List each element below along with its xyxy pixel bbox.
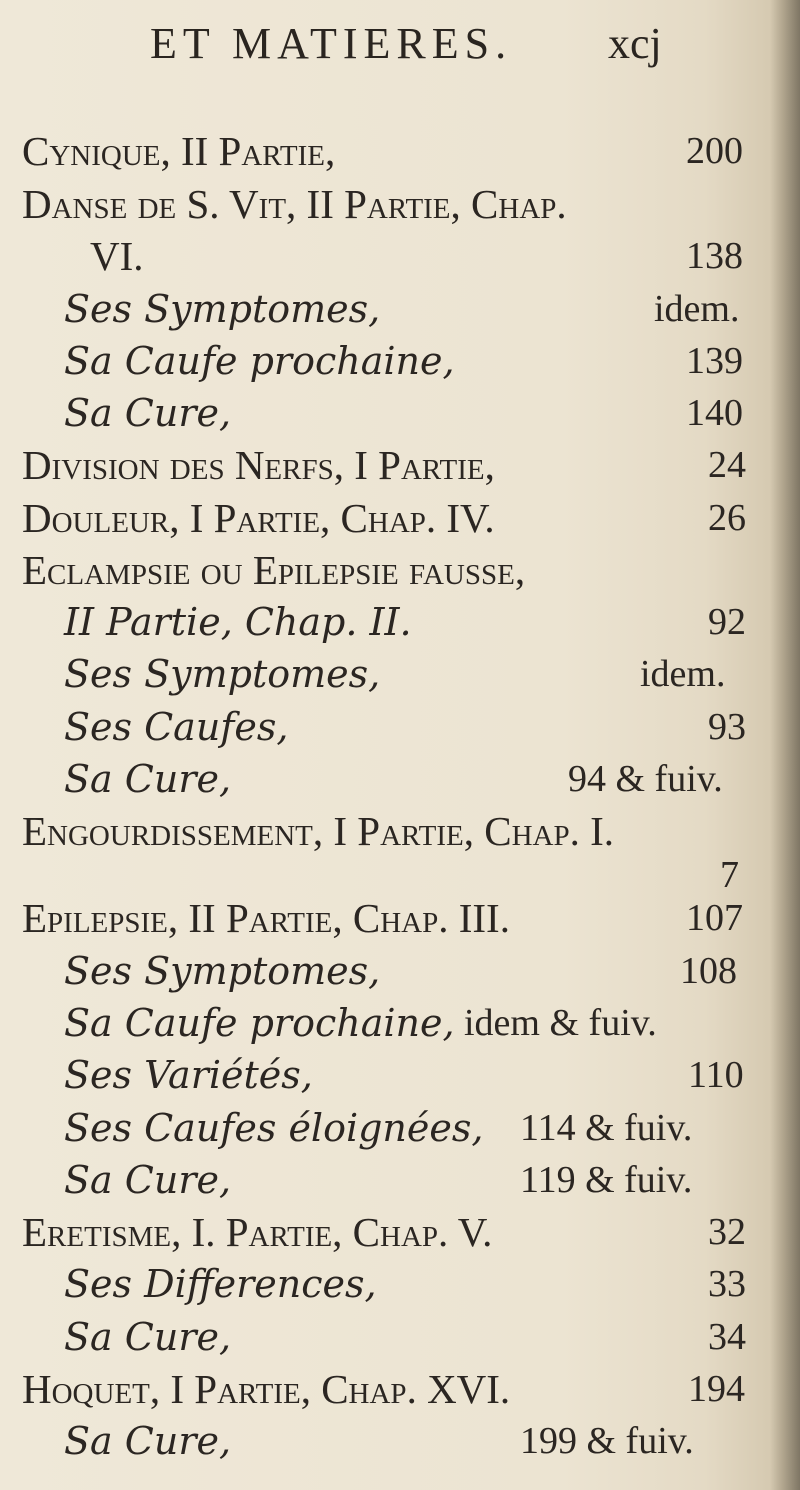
entry-page: 94 & fuiv. xyxy=(568,758,723,800)
entry-page: 200 xyxy=(686,130,743,172)
entry-page: 199 & fuiv. xyxy=(520,1420,694,1462)
index-entry xyxy=(0,495,775,541)
running-header: ET MATIERES. xyxy=(150,19,513,68)
entry-text: Ses Symptomes, xyxy=(64,287,381,331)
index-entry xyxy=(0,756,775,802)
entry-text: Sa Cure, xyxy=(64,1315,232,1359)
entry-page: 139 xyxy=(686,340,743,382)
index-entry xyxy=(0,1209,775,1255)
index-entry xyxy=(0,1000,775,1046)
entry-page: 119 & fuiv. xyxy=(520,1159,693,1201)
entry-page: 26 xyxy=(708,497,746,539)
index-entry xyxy=(0,808,775,854)
entry-text: Danse de S. Vit, II Partie, Chap. xyxy=(22,181,567,227)
entry-text: Douleur, I Partie, Chap. IV. xyxy=(22,495,495,541)
index-entry xyxy=(0,338,775,384)
entry-page: 93 xyxy=(708,706,746,748)
index-entry xyxy=(0,128,775,174)
entry-text: Sa Caufe prochaine, xyxy=(64,1001,455,1045)
index-entry xyxy=(0,1366,775,1412)
index-entry xyxy=(0,599,775,645)
entry-text: Ses Caufes éloignées, xyxy=(64,1106,484,1150)
entry-text: II Partie, Chap. II. xyxy=(64,600,412,644)
entry-page: 32 xyxy=(708,1211,746,1253)
index-entry xyxy=(0,233,775,279)
entry-text: Sa Caufe prochaine, xyxy=(64,339,455,383)
entry-text: Engourdissement, I Partie, Chap. I. xyxy=(22,808,614,854)
index-entry xyxy=(0,1157,775,1203)
entry-text: Eretisme, I. Partie, Chap. V. xyxy=(22,1209,493,1255)
entry-text: Epilepsie, II Partie, Chap. III. xyxy=(22,895,510,941)
index-entry xyxy=(0,1314,775,1360)
entry-page: 138 xyxy=(686,235,743,277)
index-entry xyxy=(0,286,775,332)
entry-text: Sa Cure, xyxy=(64,391,232,435)
index-entry xyxy=(0,442,775,488)
entry-text: Ses Differences, xyxy=(64,1262,377,1306)
entry-page: 108 xyxy=(680,950,737,992)
index-entry xyxy=(0,1105,775,1151)
index-entry xyxy=(0,1052,775,1098)
entry-page: idem & fuiv. xyxy=(464,1002,657,1044)
index-entry xyxy=(0,651,775,697)
entry-text: Eclampsie ou Epilepsie fausse, xyxy=(22,547,526,593)
entry-text: VI. xyxy=(90,233,144,279)
index-entry xyxy=(0,895,775,941)
entry-page: 194 xyxy=(688,1368,745,1410)
entry-text: Ses Variétés, xyxy=(64,1053,313,1097)
entry-text: Sa Cure, xyxy=(64,757,232,801)
entry-text: Ses Symptomes, xyxy=(64,652,381,696)
page-number: xcj xyxy=(608,19,662,68)
index-entry xyxy=(0,547,775,593)
entry-page: idem. xyxy=(654,288,740,330)
entry-page: 114 & fuiv. xyxy=(520,1107,693,1149)
entry-page: 107 xyxy=(686,897,743,939)
entry-text: Ses Caufes, xyxy=(64,705,289,749)
entry-page: 24 xyxy=(708,444,746,486)
index-entry xyxy=(0,1418,775,1464)
entry-text: Cynique, II Partie, xyxy=(22,128,336,174)
entry-page: 7 xyxy=(720,854,739,896)
entry-text: Ses Symptomes, xyxy=(64,949,381,993)
entry-text: Sa Cure, xyxy=(64,1419,232,1463)
entry-page: 34 xyxy=(708,1316,746,1358)
index-entry xyxy=(0,1261,775,1307)
entry-page: 33 xyxy=(708,1263,746,1305)
index-entry xyxy=(0,852,775,898)
index-entry xyxy=(0,181,775,227)
index-entry xyxy=(0,948,775,994)
entry-text: Division des Nerfs, I Partie, xyxy=(22,442,495,488)
entry-page: 92 xyxy=(708,601,746,643)
entry-text: Hoquet, I Partie, Chap. XVI. xyxy=(22,1366,511,1412)
entry-text: Sa Cure, xyxy=(64,1158,232,1202)
index-entry xyxy=(0,704,775,750)
entry-page: 140 xyxy=(686,392,743,434)
entry-page: idem. xyxy=(640,653,726,695)
entry-page: 110 xyxy=(688,1054,744,1096)
index-entry xyxy=(0,390,775,436)
